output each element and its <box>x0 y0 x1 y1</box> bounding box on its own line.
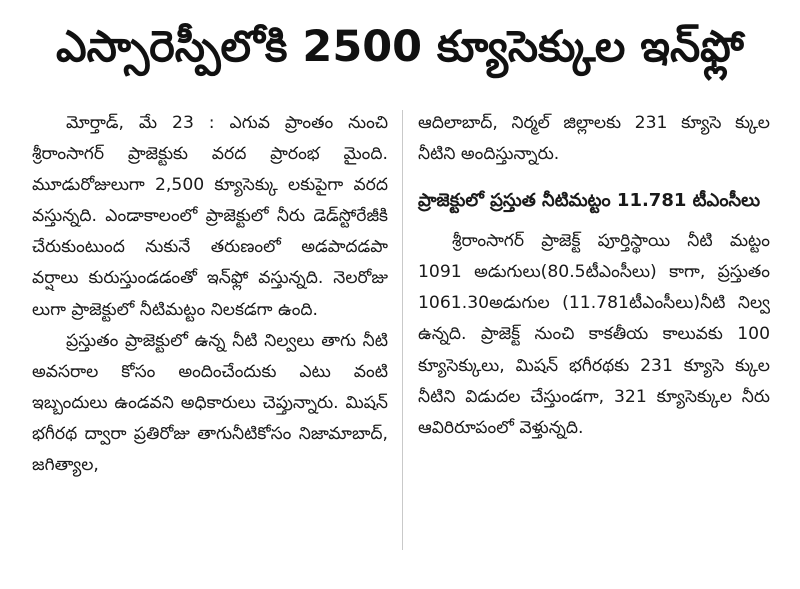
left-paragraph-1: మోర్తాడ్, మే 23 : ఎగువ ప్రాంతం నుంచి శ్రీరాంసాగర్ ప్రాజెక్టుకు వరద ప్రారంభ మైంది. మూడురోజులుగా 2,500 క్యూసెక్కు లకుపైగా వరద వస్తున్నది. ఎండాకాలంలో ప్రాజెక్టులో నీరు డెడ్‌స్టోరేజీకి చేరుకుంటుంద నుకునే తరుణంలో అడపాదడపా వర్షాలు కురుస్తుండడంతో ఇన్‌ఫ్లో వస్తున్నది. నెలరోజు లుగా ప్రాజెక్టులో నీటిమట్టం నిలకడగా ఉంది. <box>32 113 388 320</box>
left-paragraph-2: ప్రస్తుతం ప్రాజెక్టులో ఉన్న నీటి నిల్వలు తాగు నీటి అవసరాల కోసం అందించేందుకు ఎటు వంటి ఇబ్బందులు ఉండవని అధికారులు చెప్తున్నారు. మిషన్ భగీరథ ద్వారా ప్రతిరోజు తాగునీటికోసం నిజామాబాద్, జగిత్యాల, <box>32 330 388 476</box>
right-paragraph-1: శ్రీరాంసాగర్ ప్రాజెక్ట్ పూర్తిస్థాయి నీటి మట్టం 1091 అడుగులు(80.5టీఎంసీలు) కాగా, ప్రస్తుతం 1061.30అడుగుల (11.781టీఎంసీలు)నీటి నిల్వ ఉన్నది. ప్రాజెక్ట్ నుంచి కాకతీయ కాలువకు 100 క్యూసెక్కులు, మిషన్ భగీరథకు 231 క్యూసె క్కుల నీటిని విడుదల చేస్తుండగా, 321 క్యూసెక్కుల నీరు ఆవిరిరూపంలో వెళ్తున్నది. <box>418 231 770 438</box>
right-column <box>418 108 770 444</box>
right-continuation-text: ఆదిలాబాద్, నిర్మల్ జిల్లాలకు 231 క్యూసె క్కుల నీటిని అందిస్తున్నారు. <box>418 113 770 165</box>
column-divider <box>402 110 403 550</box>
left-column <box>32 108 388 481</box>
article-headline: ఎస్సారెస్పీలోకి 2500 క్యూసెక్కుల ఇన్‌ఫ్లో <box>56 22 744 72</box>
article-subheading: ప్రాజెక్టులో ప్రస్తుత నీటిమట్టం 11.781 టీఎంసీలు <box>418 190 761 212</box>
